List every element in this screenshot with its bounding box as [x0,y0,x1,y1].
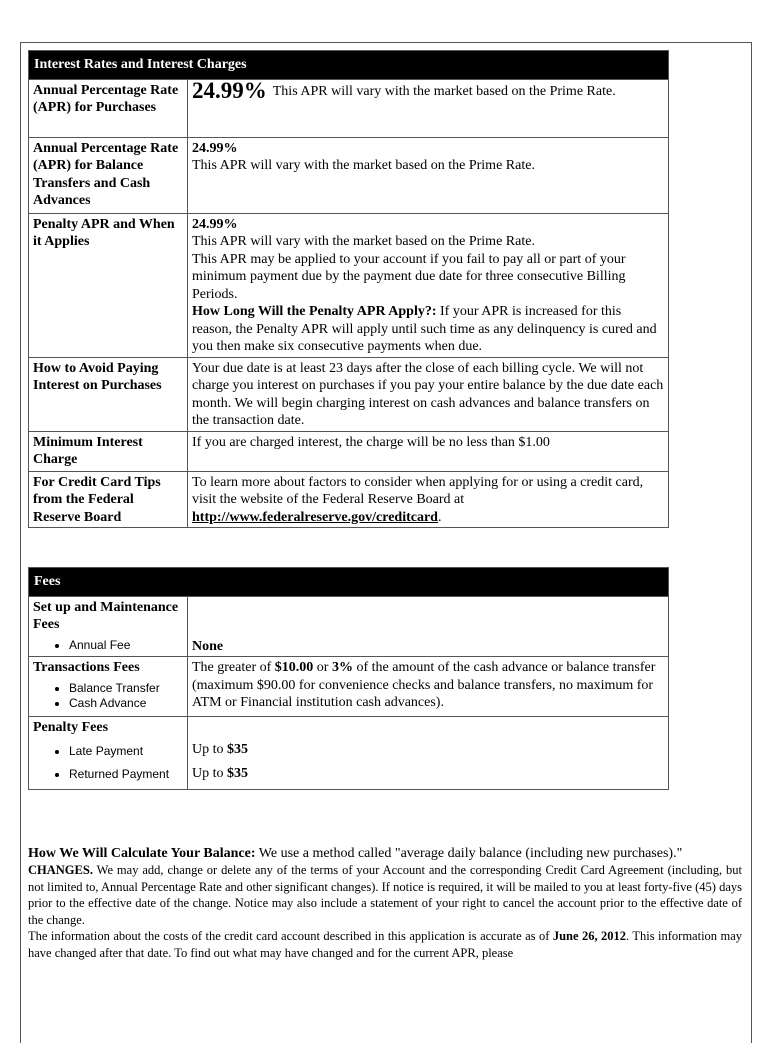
credit-card-tips-value [188,471,669,528]
credit-card-tips-label: For Credit Card Tips from the Federal Reserve Board [29,471,188,528]
calc-label: How We Will Calculate Your Balance: [28,846,256,861]
balance-transfer-apr-label: Annual Percentage Rate (APR) for Balance Transfers and Cash Advances [29,137,188,213]
calc-text: We use a method called "average daily balance (including new purchases)." [258,846,683,861]
minimum-interest-text: If you are charged interest, the charge will be no less than $1.00 [188,431,669,471]
fees-header: Fees [29,568,669,597]
balance-transfer-item: • Balance Transfer [69,681,183,697]
penalty-apr-line1: This APR will vary with the market based on the Prime Rate. [192,234,535,249]
transaction-fee-percent: 3% [331,660,353,675]
link-period: . [437,509,442,525]
table-row [29,431,669,471]
info-post: . This information may have changed after that date. To find out what may have changed and for the current APR, please [28,929,742,960]
info-pre: The information about the costs of the credit card account described in this application is accurate as of [28,929,550,943]
balance-transfer-apr-text: This APR will vary with the market based on the Prime Rate. [192,158,535,173]
transaction-fees-or: or [316,660,329,675]
annual-fee-item: • Annual Fee [69,638,183,654]
cash-advance-item: • Cash Advance [69,696,183,712]
penalty-apr-question: How Long Will the Penalty APR Apply?: [192,304,437,319]
penalty-fees-label: Penalty Fees [33,719,109,735]
annual-fee-value: None [192,638,224,654]
info-accuracy-paragraph [28,928,742,961]
table-row [29,213,669,357]
changes-label: CHANGES. [28,863,93,877]
purchase-apr-value [188,79,669,137]
setup-fees-cell [29,596,188,657]
avoid-interest-text: Your due date is at least 23 days after the close of each billing cycle. We will not charge you interest on purchases if you pay your entire balance by the due date each month. We will begin charging interest on cash advances and balance transfers on the transaction date. [188,357,669,431]
returned-fee-pre: Up to [192,766,224,781]
minimum-interest-label: Minimum Interest Charge [29,431,188,471]
penalty-apr-rate: 24.99% [192,216,238,232]
returned-fee-amount: $35 [227,766,248,781]
info-date: June 26, 2012 [552,929,627,943]
table-row [29,137,669,213]
transaction-fee-amount: $10.00 [274,660,314,675]
transaction-fees-list [33,681,183,712]
balance-transfer-apr-value [188,137,669,213]
returned-payment-item: • Returned Payment [69,763,183,786]
balance-calculation-section [28,845,742,961]
interest-header: Interest Rates and Interest Charges [29,51,669,80]
fees-table [28,567,669,790]
purchase-apr-rate: 24.99% [192,77,267,103]
table-row [29,79,669,137]
setup-fees-list [33,638,183,654]
table-row [29,716,669,790]
transaction-fees-cell [29,657,188,717]
table-row [29,357,669,431]
transaction-fees-label: Transactions Fees [33,660,140,675]
late-fee-amount: $35 [227,742,248,757]
transaction-fees-pre: The greater of [192,660,272,675]
table-row [29,596,669,657]
federal-reserve-link[interactable]: http://www.federalreserve.gov/creditcard [192,509,438,525]
avoid-interest-label: How to Avoid Paying Interest on Purchases [29,357,188,431]
penalty-fees-value [188,716,669,790]
penalty-fees-cell [29,716,188,790]
penalty-fees-list [33,740,183,786]
penalty-apr-line2: This APR may be applied to your account if you fail to pay all or part of your minimum payment due by the payment due date for three consecutive Billing Periods. [192,251,626,302]
changes-paragraph [28,862,742,928]
late-payment-item: • Late Payment [69,740,183,763]
changes-text: We may add, change or delete any of the terms of your Account and the corresponding Credit Card Agreement (including, but not limited to, Annual Percentage Rate and other significant changes). If notice is required, it will be mailed to you at least forty-five (45) days prior to the effective date of the change. Notice may also include a statement of your right to cancel the account prior to the effective date of the change. [28,863,742,927]
balance-calculation [28,845,742,862]
setup-fees-label: Set up and Maintenance Fees [33,599,179,632]
transaction-fees-post: of the amount of the cash advance or balance transfer (maximum $90.00 for convenience checks and balance transfers, no maximum for ATM or Financial institution cash advances). [192,660,656,710]
table-row [29,657,669,717]
annual-fee-value-cell [188,596,669,657]
penalty-apr-label: Penalty APR and When it Applies [29,213,188,357]
penalty-apr-answer: If your APR is increased for this reason, the Penalty APR will apply until such time as any delinquency is cured and you then make six consecutive payments when due. [192,304,657,354]
late-fee-pre: Up to [192,742,224,757]
interest-rates-table [28,50,669,528]
purchase-apr-text: This APR will vary with the market based on the Prime Rate. [272,83,616,99]
table-row [29,471,669,528]
transaction-fees-value [188,657,669,717]
balance-transfer-apr-rate: 24.99% [192,140,238,156]
credit-card-tips-text: To learn more about factors to consider when applying for or using a credit card, visit the website of the Federal Reserve Board at [192,474,644,507]
purchase-apr-label: Annual Percentage Rate (APR) for Purchases [29,79,188,137]
penalty-apr-value [188,213,669,357]
